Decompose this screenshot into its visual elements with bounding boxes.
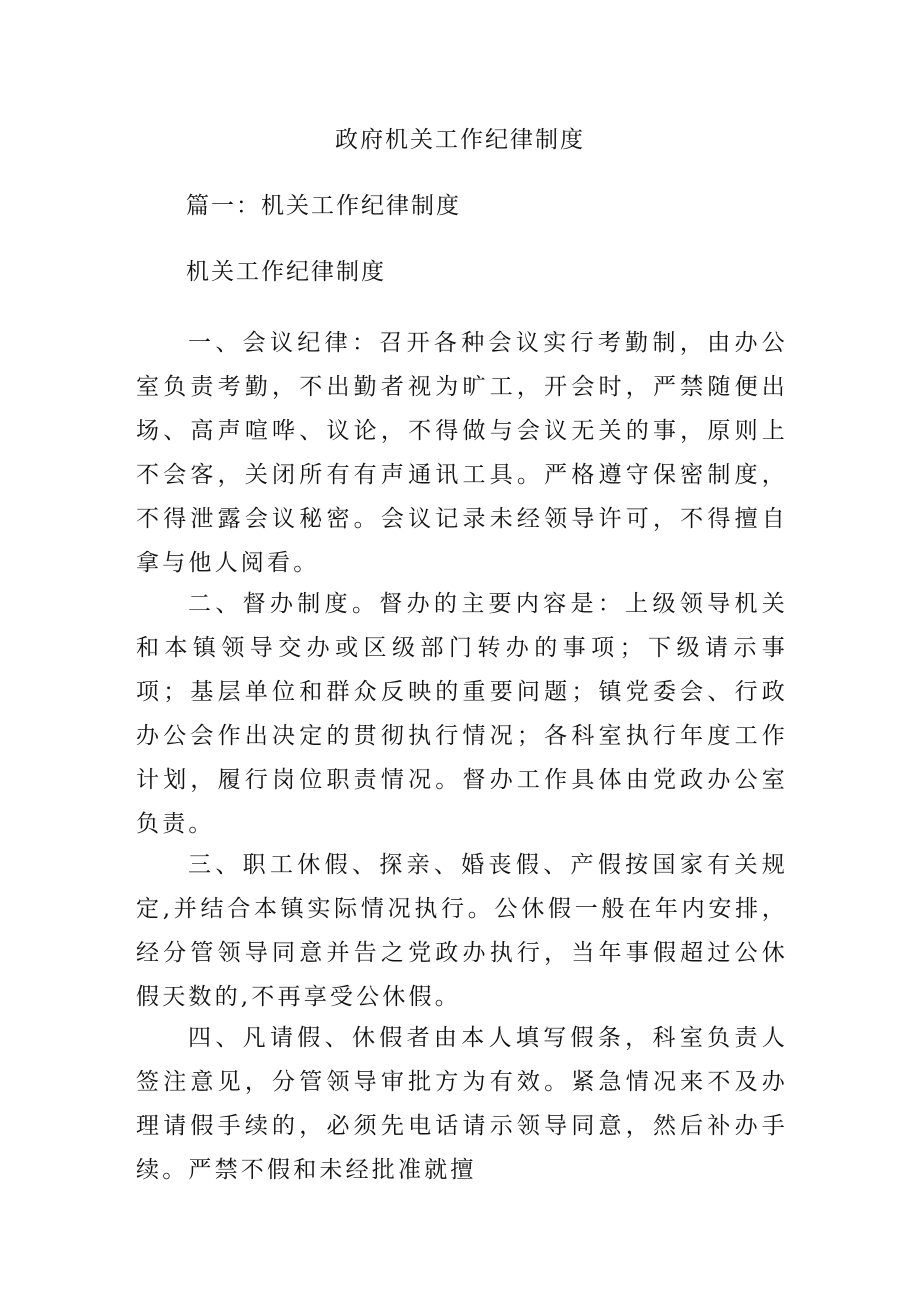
paragraph-supervision-system: 二、督办制度。督办的主要内容是：上级领导机关和本镇领导交办或区级部门转办的事项；下级请示事项；基层单位和群众反映的重要问题；镇党委会、行政办公会作出决定的贯彻执行情况；各科室执行年度工作计划，履行岗位职责情况。督办工作具体由党政办公室负责。: [136, 591, 788, 837]
part-heading: 篇一：机关工作纪律制度: [186, 193, 461, 219]
paragraph-leave-policy: 三、职工休假、探亲、婚丧假、产假按国家有关规定,并结合本镇实际情况执行。公休假一般在年内安排，经分管领导同意并告之党政办执行，当年事假超过公休假天数的,不再享受公休假。: [136, 852, 788, 1010]
sub-heading: 机关工作纪律制度: [186, 259, 386, 285]
paragraph-meeting-discipline: 一、会议纪律：召开各种会议实行考勤制，由办公室负责考勤，不出勤者视为旷工，开会时，严禁随便出场、高声喧哗、议论，不得做与会议无关的事，原则上不会客，关闭所有有声通讯工具。严格遵守保密制度，不得泄露会议秘密。会议记录未经领导许可，不得擅自拿与他人阅看。: [136, 330, 788, 576]
paragraph-leave-approval: 四、凡请假、休假者由本人填写假条，科室负责人签注意见，分管领导审批方为有效。紧急情况来不及办理请假手续的，必须先电话请示领导同意，然后补办手续。严禁不假和未经批准就擅: [136, 1025, 788, 1183]
document-title: 政府机关工作纪律制度: [335, 127, 585, 153]
